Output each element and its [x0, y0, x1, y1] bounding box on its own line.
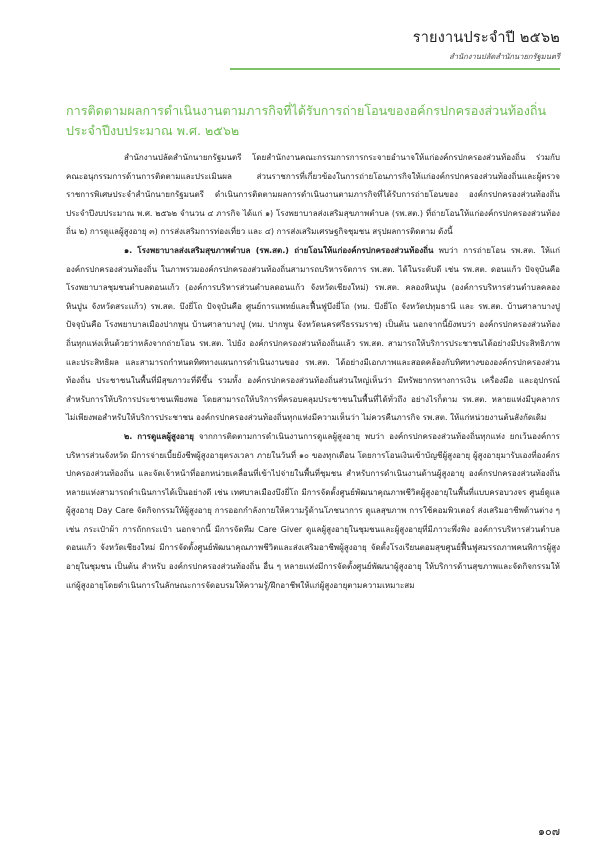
item-1-paragraph [66, 242, 560, 428]
item-2-heading: การดูแลผู้สูงอายุ [137, 431, 194, 441]
item-2-paragraph [66, 428, 560, 595]
item-2-text: จากการติดตามการดำเนินงานการดูแลผู้สูงอายุ พบว่า องค์กรปกครองส่วนท้องถิ่นทุกแห่ง ยกเว้นองค์การบริหารส่วนจังหวัด มีการจ่ายเบี้ยยังชีพผู้สูงอายุตรงเวลา ภายในวันที่ ๑๐ ของทุกเดือน โดยการโอนเงินเข้าบัญชีผู้สูงอายุ ผู้สูงอายุมารับเองที่องค์กรปกครองส่วนท้องถิ่น และจัดเจ้าหน้าที่ออกหน่วยเคลื่อนที่เข้าไปจ่ายในพื้นที่ชุมชน สำหรับการดำเนินงานด้านผู้สูงอายุ องค์กรปกครองส่วนท้องถิ่นหลายแห่งสามารถดำเนินการได้เป็นอย่างดี เช่น เทศบาลเมืองบึงยี่โถ มีการจัดตั้งศูนย์พัฒนาคุณภาพชีวิตผู้สูงอายุในพื้นที่แบบครอบวงจร ศูนย์ดูแลผู้สูงอายุ Day Care จัดกิจกรรมให้ผู้สูงอายุ การออกกำลังกายให้ความรู้ด้านโภชนาการ ดูแลสุขภาพ การใช้คอมพิวเตอร์ ส่งเสริมอาชีพด้านต่าง ๆ เช่น กระเป๋าผ้า การถักกระเป๋า นอกจากนี้ มีการจัดทีม Care Giver ดูแลผู้สูงอายุในชุมชนและผู้สูงอายุที่มีภาวะพึ่งพิง องค์การบริหารส่วนตำบลดอนแก้ว จังหวัดเชียงใหม่ มีการจัดตั้งศูนย์พัฒนาคุณภาพชีวิตและส่งเสริมอาชีพผู้สูงอายุ จัดตั้งโรงเรียนตอมสุขศูนย์ฟื้นฟูสมรรถภาพคนพิการผู้สูงอายุในชุมชน เป็นต้น สำหรับ องค์กรปกครองส่วนท้องถิ่น อื่น ๆ หลายแห่งมีการจัดตั้งศูนย์พัฒนาผู้สูงอายุ ให้บริการด้านสุขภาพและจัดกิจกรรมให้แก่ผู้สูงอายุโดยดำเนินการในลักษณะการจัดอบรมให้ความรู้/ฝึกอาชีพให้แก่ผู้สูงอายุตามความเหมาะสม [66, 431, 560, 590]
item-1-heading: โรงพยาบาลส่งเสริมสุขภาพตำบล (รพ.สต.) ถ่ายโอนให้แก่องค์กรปกครองส่วนท้องถิ่น [137, 245, 434, 255]
document-body [66, 149, 560, 595]
report-title: รายงานประจำปี ๒๕๖๒ [412, 30, 560, 46]
intro-paragraph: สำนักงานปลัดสำนักนายกรัฐมนตรี โดยสำนักงานคณะกรรมการการกระจายอำนาจให้แก่องค์กรปกครองส่วนท้องถิ่น ร่วมกับคณะอนุกรรมการด้านการติดตามและประเมินผล ส่วนราชการที่เกี่ยวข้องในการถ่ายโอนภารกิจให้แก่องค์กรปกครองส่วนท้องถิ่นและผู้ตรวจราชการพิเศษประจำสำนักนายกรัฐมนตรี ดำเนินการติดตามผลการดำเนินงานตามภารกิจที่ได้รับการถ่ายโอนของ องค์กรปกครองส่วนท้องถิ่น ประจำปีงบประมาณ พ.ศ. ๒๕๖๒ จำนวน ๔ ภารกิจ ได้แก่ ๑) โรงพยาบาลส่งเสริมสุขภาพตำบล (รพ.สต.) ที่ถ่ายโอนให้แก่องค์กรปกครองส่วนท้องถิ่น ๒) การดูแลผู้สูงอายุ ๓) การส่งเสริมการท่องเที่ยว และ ๔) การส่งเสริมเศรษฐกิจชุมชน สรุปผลการติดตาม ดังนี้ [66, 153, 560, 237]
item-1-number: ๑. [124, 245, 133, 255]
item-1-text: พบว่า การถ่ายโอน รพ.สต. ให้แก่ องค์กรปกครองส่วนท้องถิ่น ในภาพรวมองค์กรปกครองส่วนท้องถิ่นสามารถบริหารจัดการ รพ.สต. ได้ในระดับดี เช่น รพ.สต. ดอนแก้ว ปัจจุบันคือโรงพยาบาลชุมชนตำบลดอนแก้ว (องค์การบริหารส่วนตำบลดอนแก้ว จังหวัดเชียงใหม่) รพ.สต. คลองหินปูน (องค์การบริหารส่วนตำบลคลองหินปูน จังหวัดสระแก้ว) รพ.สต. บึงยี่โถ ปัจจุบันคือ ศูนย์การแพทย์และฟื้นฟูบึงยี่โถ (ทม. บึงยี่โถ จังหวัดปทุมธานี และ รพ.สต. บ้านศาลาบางปู ปัจจุบันคือ โรงพยาบาลเมืองปากพูน บ้านศาลาบางปู (ทม. ปากพูน จังหวัดนครศรีธรรมราช) เป็นต้น นอกจากนี้ยังพบว่า องค์กรปกครองส่วนท้องถิ่นทุกแห่งเห็นด้วยว่าหลังจากถ่ายโอน รพ.สต. ไปยัง องค์กรปกครองส่วนท้องถิ่นแล้ว รพ.สต. สามารถให้บริการประชาชนได้อย่างมีประสิทธิภาพและประสิทธิผล และสามารถกำหนดทิศทางแผนการดำเนินงานของ รพ.สต. ได้อย่างมีเอกภาพและสอดคล้องกับทิศทางขององค์กรปกครองส่วนท้องถิ่น ประชาชนในพื้นที่มีสุขภาวะที่ดีขึ้น รวมทั้ง องค์กรปกครองส่วนท้องถิ่นส่วนใหญ่เห็นว่า มีทรัพยากรทางการเงิน เครื่องมือ และอุปกรณ์สำหรับการให้บริการประชาชนเพียงพอ โดยสามารถให้บริการที่ครอบคลุมประชาชนในพื้นที่ได้ทั่วถึง อย่างไรก็ตาม รพ.สต. หลายแห่งมีบุคลากรไม่เพียงพอสำหรับให้บริการประชาชน องค์กรปกครองส่วนท้องถิ่นทุกแห่งมีความเห็นว่า ไม่ควรคืนภารกิจ รพ.สต. ให้แก่หน่วยงานต้นสังกัดเดิม [66, 245, 560, 423]
report-header [413, 26, 560, 63]
office-name: สำนักงานปลัดสำนักนายกรัฐมนตรี [449, 52, 560, 61]
header-divider [230, 68, 560, 70]
section-title: การติดตามผลการดำเนินงานตามภารกิจที่ได้รับการถ่ายโอนของอค์กรปกครองส่วนท้องถิ่น ประจำปีงบประมาณ พ.ศ. ๒๕๖๒ [66, 103, 547, 138]
item-2-number: ๒. [124, 431, 133, 441]
page-number: ๑๐๗ [538, 825, 560, 838]
